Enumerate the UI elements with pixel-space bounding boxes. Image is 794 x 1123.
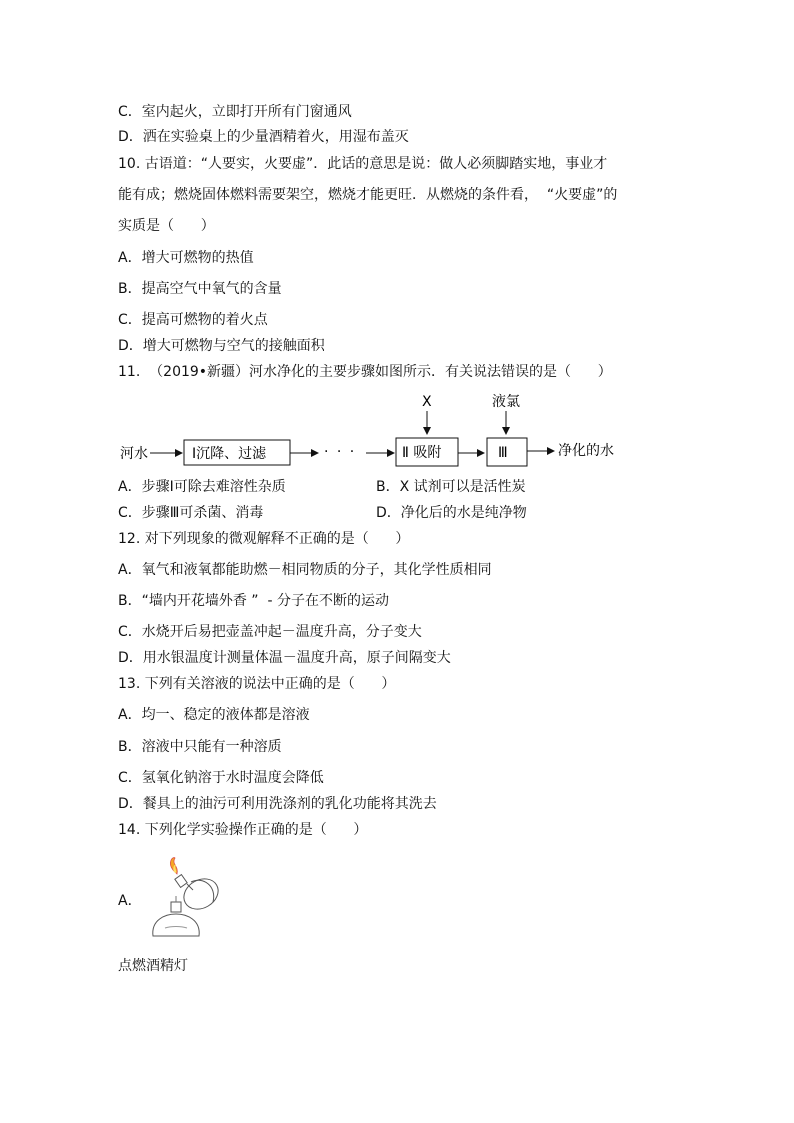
q13-option-d: D．餐具上的油污可利用洗涤剂的乳化功能将其洗去: [118, 796, 437, 812]
q14-stem: 14. 下列化学实验操作正确的是（ ）: [118, 822, 368, 838]
alcohol-lamp-lighting-image: [143, 856, 223, 944]
q12-option-c: C．水烧开后易把壶盖冲起－温度升高，分子变大: [118, 624, 422, 640]
q11-option-d: D．净化后的水是纯净物: [376, 505, 527, 521]
input-river-water: 河水: [120, 446, 148, 462]
chlorine-label: 液氯: [492, 394, 520, 410]
step2-label: Ⅱ 吸附: [402, 445, 442, 461]
q12-option-d: D．用水银温度计测量体温－温度升高，原子间隔变大: [118, 650, 451, 666]
q10-stem-line-1: 10. 古语道：“人要实，火要虚”．此话的意思是说：做人必须脚踏实地，事业才: [118, 156, 608, 172]
q12-option-a: A．氧气和液氧都能助燃－相同物质的分子，其化学性质相同: [118, 562, 492, 578]
q11-option-c: C．步骤Ⅲ可杀菌、消毒: [118, 505, 264, 521]
q13-option-a: A．均一、稳定的液体都是溶液: [118, 707, 310, 723]
q9-option-c: C．室内起火，立即打开所有门窗通风: [118, 104, 352, 120]
q10-option-b: B．提高空气中氧气的含量: [118, 281, 282, 297]
q10-stem-line-2: 能有成；燃烧固体燃料需要架空，燃烧才能更旺．从燃烧的条件看， “火要虚”的: [118, 187, 618, 203]
reagent-x-label: X: [422, 394, 432, 410]
q11-stem: 11. （2019•新疆）河水净化的主要步骤如图所示．有关说法错误的是（ ）: [118, 364, 612, 380]
q12-option-b: B．“墙内开花墙外香 ” - 分子在不断的运动: [118, 593, 389, 609]
output-purified-water: 净化的水: [558, 443, 614, 459]
q10-option-c: C．提高可燃物的着火点: [118, 312, 268, 328]
step1-label: Ⅰ沉降、过滤: [192, 446, 267, 462]
q13-stem: 13. 下列有关溶液的说法中正确的是（ ）: [118, 676, 396, 692]
water-purification-diagram: [118, 392, 638, 468]
upright-lamp-icon: [153, 896, 199, 936]
q10-option-a: A．增大可燃物的热值: [118, 250, 254, 266]
ellipsis-dots: · · ·: [324, 444, 357, 460]
q11-option-a: A．步骤Ⅰ可除去难溶性杂质: [118, 479, 286, 495]
q14-option-a-letter: A．: [118, 893, 142, 909]
q11-option-b: B．X 试剂可以是活性炭: [376, 479, 526, 495]
q12-stem: 12. 对下列现象的微观解释不正确的是（ ）: [118, 531, 410, 547]
q10-stem-line-3: 实质是（ ）: [118, 218, 215, 234]
q14-option-a-caption: 点燃酒精灯: [118, 958, 188, 974]
q9-option-d: D．洒在实验桌上的少量酒精着火，用湿布盖灭: [118, 129, 409, 145]
q10-option-d: D．增大可燃物与空气的接触面积: [118, 338, 325, 354]
q13-option-c: C．氢氧化钠溶于水时温度会降低: [118, 770, 324, 786]
q13-option-b: B．溶液中只能有一种溶质: [118, 739, 282, 755]
step3-label: Ⅲ: [498, 445, 508, 461]
tilted-lamp-icon: [175, 873, 223, 915]
